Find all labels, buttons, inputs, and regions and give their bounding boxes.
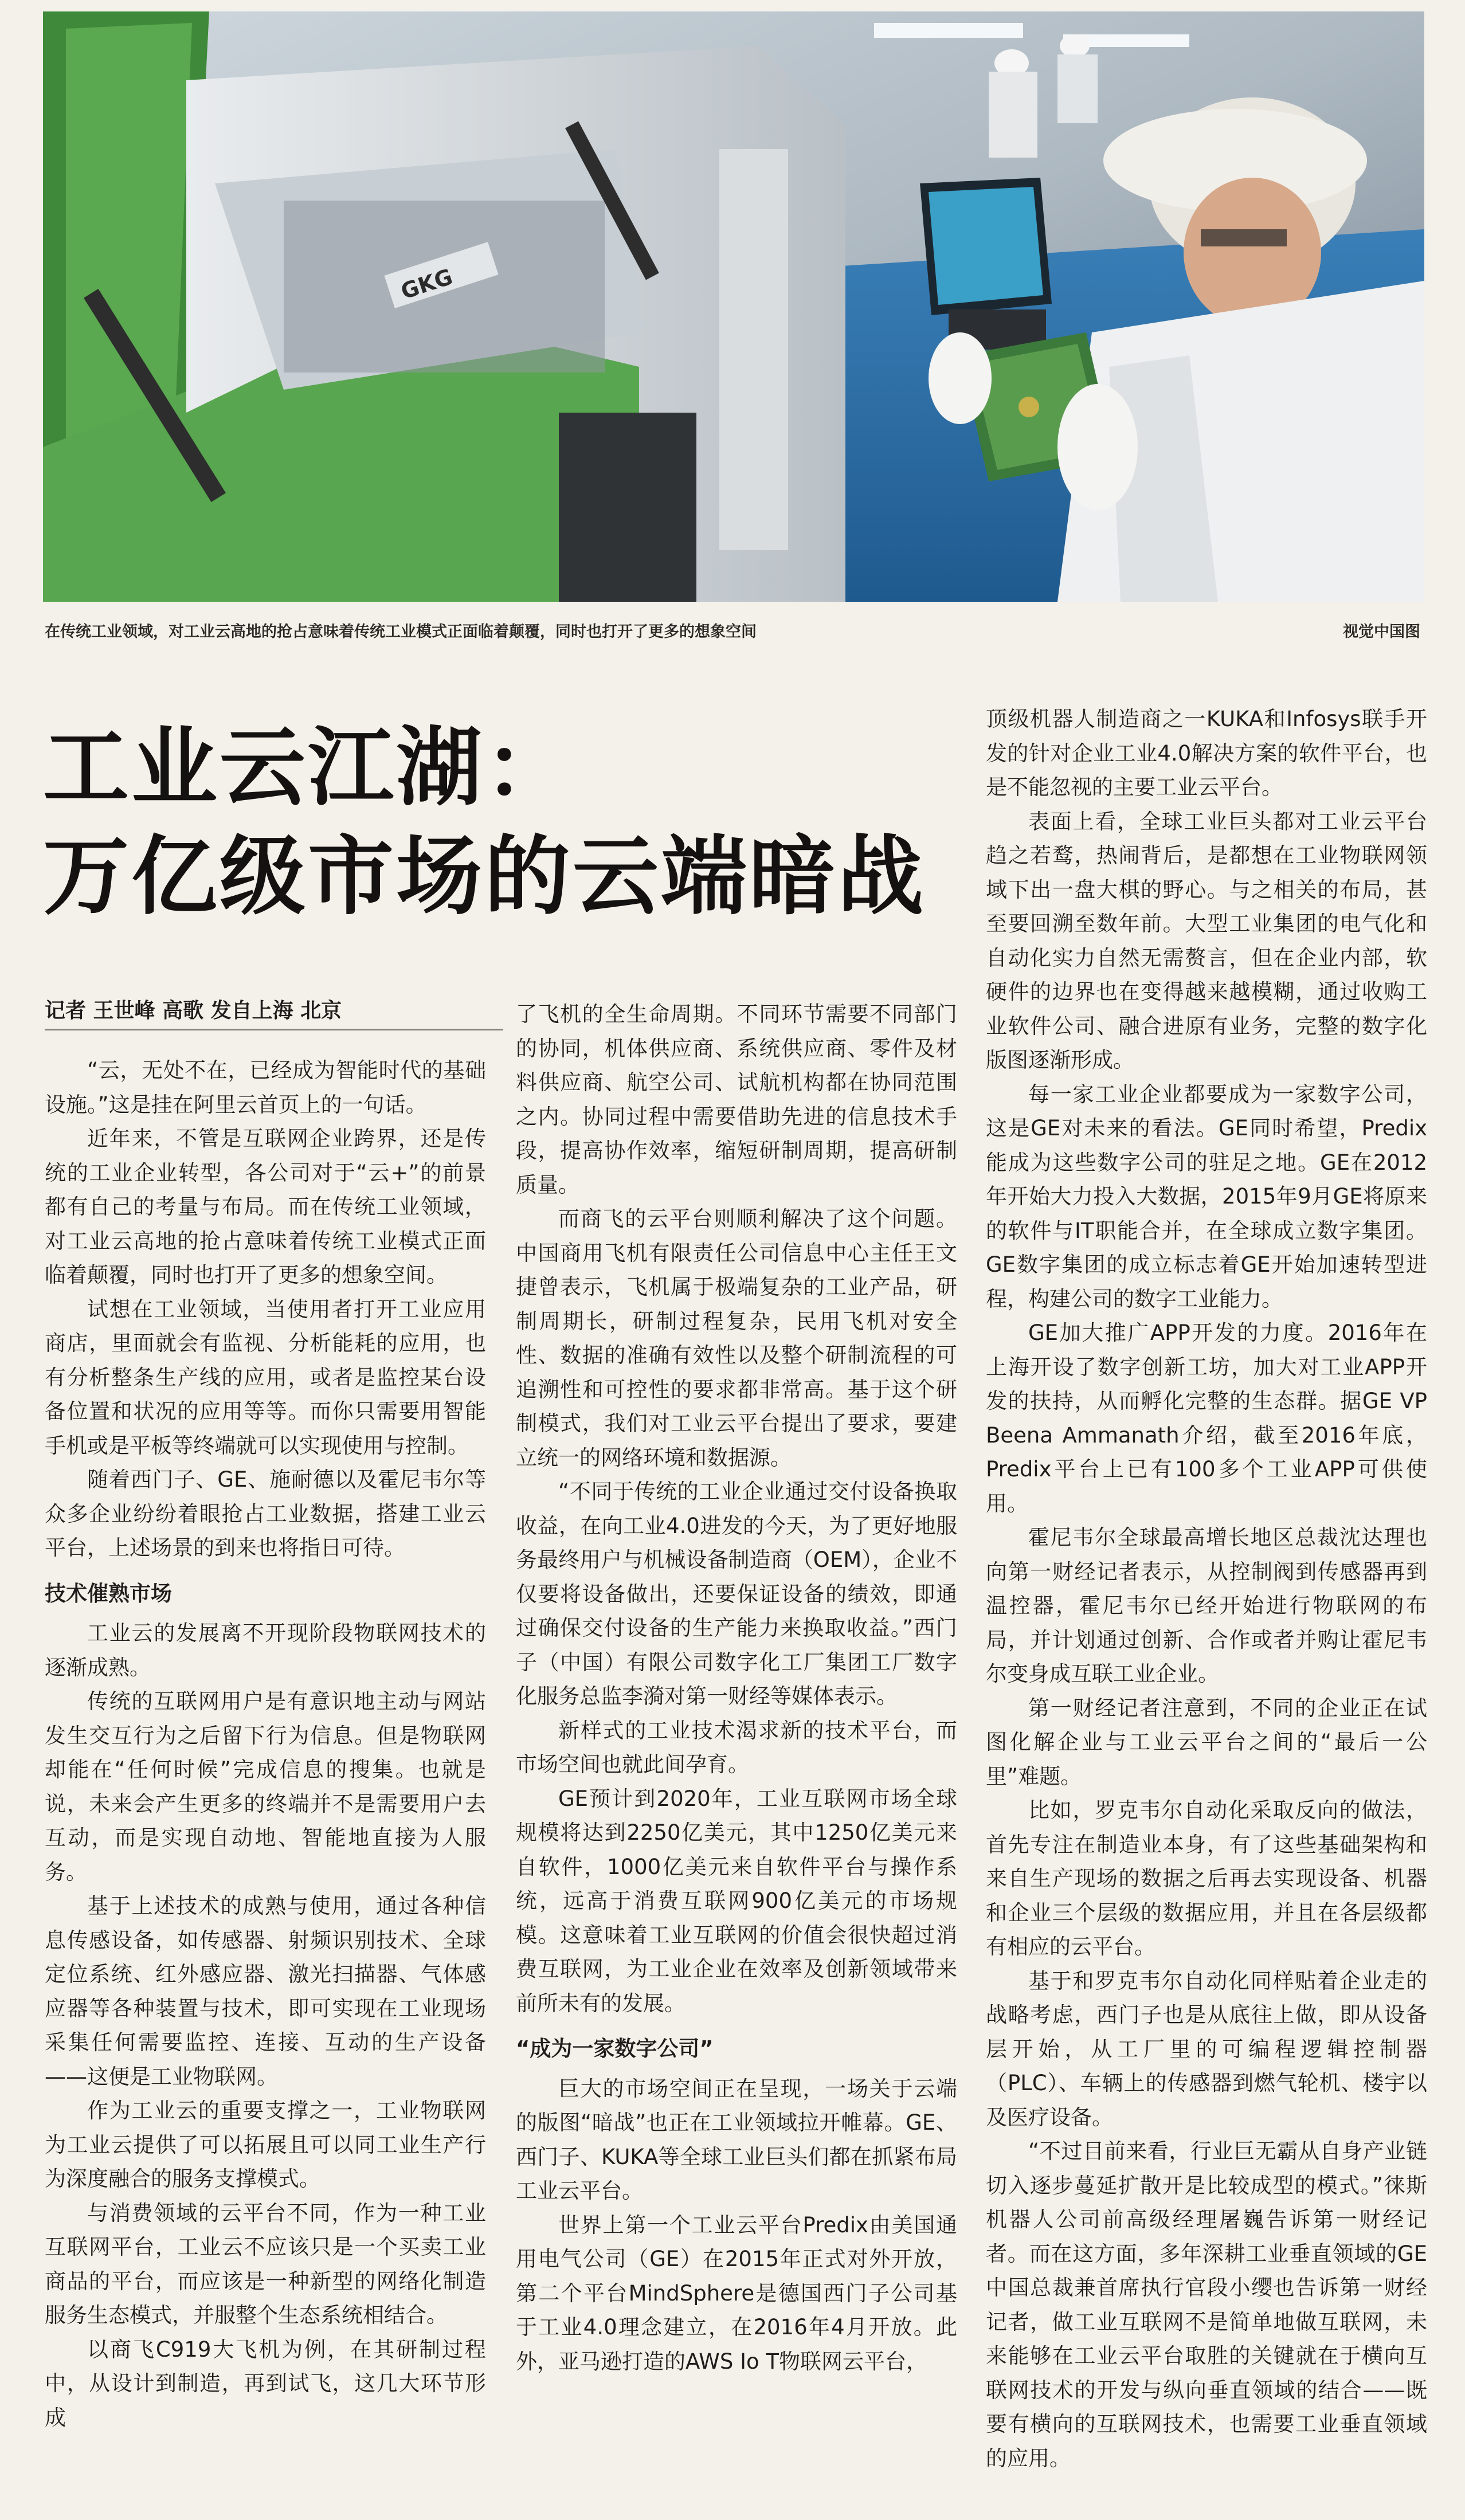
paragraph: 表面上看，全球工业巨头都对工业云平台趋之若鹜，热闹背后，是都想在工业物联网领域下出一盘大棋的野心。与之相关的布局，甚至要回溯至数年前。大型工业集团的电气化和自动化实力自然无需赘言，但在企业内部，软硬件的边界也在变得越来越模糊，通过收购工业软件公司、融合进原有业务，完整的数字化版图逐渐形成。 <box>986 809 1427 1072</box>
paragraph: 基于上述技术的成熟与使用，通过各种信息传感设备，如传感器、射频识别技术、全球定位系统、红外感应器、激光扫描器、气体感应器等各种装置与技术，即可实现在工业现场采集任何需要监控、连接、互动的生产设备——这便是工业物联网。 <box>45 1894 486 2089</box>
paragraph: 随着西门子、GE、施耐德以及霍尼韦尔等众多企业纷纷着眼抢占工业数据，搭建工业云平台，上述场景的到来也将指日可待。 <box>45 1467 486 1560</box>
headline-line-1: 工业云江湖： <box>43 718 573 818</box>
article-column-1 <box>45 1053 486 2435</box>
byline-rule <box>45 1029 503 1030</box>
paragraph: “不过目前来看，行业巨无霸从自身产业链切入逐步蔓延扩散开是比较成型的模式。”徕斯机器人公司前高级经理屠巍告诉第一财经记者。而在这方面，多年深耕工业垂直领域的GE中国总裁兼首席执行官段小缨也告诉第一财经记者，做工业互联网不是简单地做互联网，未来能够在工业云平台取胜的关键就在于横向互联网技术的开发与纵向垂直领域的结合——既要有横向的互联网技术，也需要工业垂直领域的应用。 <box>986 2139 1427 2471</box>
paragraph: 近年来，不管是互联网企业跨界，还是传统的工业企业转型，各公司对于“云+”的前景都有自己的考量与布局。而在传统工业领域，对工业云高地的抢占意味着传统工业模式正面临着颠覆，同时也打开了更多的想象空间。 <box>45 1126 486 1287</box>
photo-credit: 视觉中国图 <box>1343 623 1420 641</box>
paragraph: 基于和罗克韦尔自动化同样贴着企业走的战略考虑，西门子也是从底往上做，即从设备层开始，从工厂里的可编程逻辑控制器（PLC）、车辆上的传感器到燃气轮机、楼宇以及医疗设备。 <box>986 1968 1427 2130</box>
section-heading-tech: 技术催熟市场 <box>45 1581 172 1606</box>
article-column-2 <box>516 997 957 2378</box>
paragraph: 第一财经记者注意到，不同的企业正在试图化解企业与工业云平台之间的“最后一公里”难题。 <box>986 1695 1427 1789</box>
paragraph: 与消费领域的云平台不同，作为一种工业互联网平台，工业云不应该只是一个买卖工业商品的平台，而应该是一种新型的网络化制造服务生态模式，并服整个生态系统相结合。 <box>45 2200 486 2327</box>
paragraph: 新样式的工业技术渴求新的技术平台，而市场空间也就此间孕育。 <box>516 1718 957 1777</box>
paragraph: 每一家工业企业都要成为一家数字公司，这是GE对未来的看法。GE同时希望，Predix能成为这些数字公司的驻足之地。GE在2012年开始大力投入大数据，2015年9月GE将原来的软件与IT职能合并，在全球成立数字集团。GE数字集团的成立标志着GE开始加速转型进程，构建公司的数字工业能力。 <box>986 1081 1427 1311</box>
paragraph: 顶级机器人制造商之一KUKA和Infosys联手开发的针对企业工业4.0解决方案的软件平台，也是不能忽视的主要工业云平台。 <box>986 707 1427 799</box>
paragraph: GE加大推广APP开发的力度。2016年在上海开设了数字创新工坊，加大对工业APP开发的扶持，从而孵化完整的生态群。据GE VP Beena Ammanath介绍，截至2016年底，Predix平台上已有100多个工业APP可供使用。 <box>986 1320 1427 1516</box>
photo-caption <box>45 619 1420 642</box>
headline-line-2: 万亿级市场的云端暗战 <box>43 827 926 927</box>
paragraph: 了飞机的全生命周期。不同环节需要不同部门的协同，机体供应商、系统供应商、零件及材料供应商、航空公司、试航机构都在协同范围之内。协同过程中需要借助先进的信息技术手段，提高协作效率，缩短研制周期，提高研制质量。 <box>516 1002 957 1197</box>
paragraph: 以商飞C919大飞机为例，在其研制过程中，从设计到制造，再到试飞，这几大环节形成 <box>45 2337 486 2430</box>
paragraph: 试想在工业领域，当使用者打开工业应用商店，里面就会有监视、分析能耗的应用，也有分析整条生产线的应用，或者是监控某台设备位置和状况的应用等等。而你只需要用智能手机或是平板等终端就可以实现使用与控制。 <box>45 1296 486 1458</box>
headline <box>43 714 983 931</box>
paragraph: GE预计到2020年，工业互联网市场全球规模将达到2250亿美元，其中1250亿美元来自软件，1000亿美元来自软件平台与操作系统，远高于消费互联网900亿美元的市场规模。这意味着工业互联网的价值会很快超过消费互联网，为工业企业在效率及创新领域带来前所未有的发展。 <box>516 1786 957 2016</box>
paragraph: 霍尼韦尔全球最高增长地区总裁沈达理也向第一财经记者表示，从控制阀到传感器再到温控器，霍尼韦尔已经开始进行物联网的布局，并计划通过创新、合作或者并购让霍尼韦尔变身成互联工业企业。 <box>986 1525 1427 1686</box>
paragraph: 比如，罗克韦尔自动化采取反向的做法，首先专注在制造业本身，有了这些基础架构和来自生产现场的数据之后再去实现设备、机器和企业三个层级的数据应用，并且在各层级都有相应的云平台。 <box>986 1798 1427 1959</box>
paragraph: 传统的互联网用户是有意识地主动与网站发生交互行为之后留下行为信息。但是物联网却能在“任何时候”完成信息的搜集。也就是说，未来会产生更多的终端并不是需要用户去互动，而是实现自动地、智能地直接为人服务。 <box>45 1689 486 1884</box>
section-heading-digital: “成为一家数字公司” <box>516 2036 714 2061</box>
factory-photo <box>43 11 1424 602</box>
photo-caption-text: 在传统工业领域，对工业云高地的抢占意味着传统工业模式正面临着颠覆，同时也打开了更多的想象空间 <box>45 623 757 641</box>
paragraph: 而商飞的云平台则顺利解决了这个问题。中国商用飞机有限责任公司信息中心主任王文捷曾表示，飞机属于极端复杂的工业产品，研制周期长，研制过程复杂，民用飞机对安全性、数据的准确有效性以及整个研制流程的可追溯性和可控性的要求都非常高。基于这个研制模式，我们对工业云平台提出了要求，要建立统一的网络环境和数据源。 <box>516 1206 957 1470</box>
paragraph: 世界上第一个工业云平台Predix由美国通用电气公司（GE）在2015年正式对外开放，第二个平台MindSphere是德国西门子公司基于工业4.0理念建立，在2016年4月开放。此外，亚马逊打造的AWS Io T物联网云平台， <box>516 2212 957 2374</box>
article-column-3 <box>986 702 1427 2475</box>
paragraph: “云，无处不在，已经成为智能时代的基础设施。”这是挂在阿里云首页上的一句话。 <box>45 1058 486 1117</box>
paragraph: 作为工业云的重要支撑之一，工业物联网为工业云提供了可以拓展且可以同工业生产行为深度融合的服务支撑模式。 <box>45 2098 486 2191</box>
machine-brand-logo: GKG <box>398 264 456 304</box>
paragraph: “不同于传统的工业企业通过交付设备换取收益，在向工业4.0进发的今天，为了更好地服务最终用户与机械设备制造商（OEM），企业不仅要将设备做出，还要保证设备的绩效，即通过确保交付设备的生产能力来换取收益。”西门子（中国）有限公司数字化工厂集团工厂数字化服务总监李漪对第一财经等媒体表示。 <box>516 1479 957 1708</box>
factory-photo-illustration <box>43 11 1424 602</box>
paragraph: 巨大的市场空间正在呈现，一场关于云端的版图“暗战”也正在工业领域拉开帷幕。GE、西门子、KUKA等全球工业巨头们都在抓紧布局工业云平台。 <box>516 2076 957 2203</box>
paragraph: 工业云的发展离不开现阶段物联网技术的逐渐成熟。 <box>45 1621 486 1680</box>
byline: 记者 王世峰 高歌 发自上海 北京 <box>45 999 342 1022</box>
